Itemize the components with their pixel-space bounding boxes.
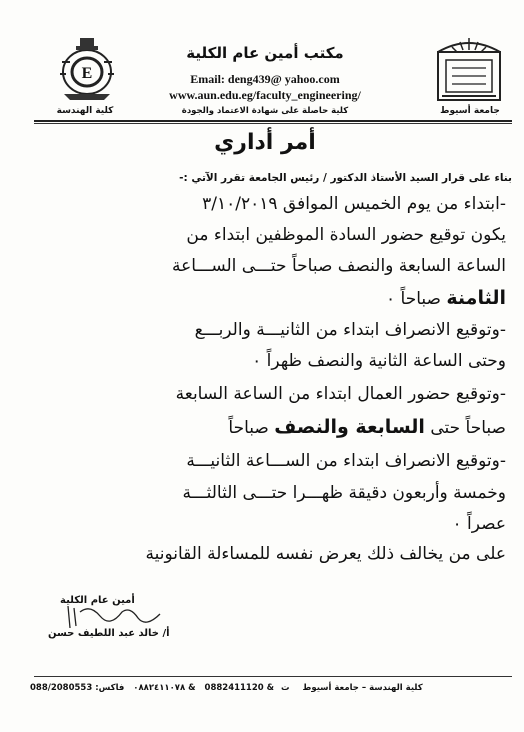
footer-divider — [34, 676, 512, 677]
body-line-6: وحتى الساعة الثانية والنصف ظهراً ٠ — [252, 351, 506, 371]
body-line-9: -وتوقيع الانصراف ابتداء من الســـاعة الثانيـــة — [186, 451, 506, 471]
svg-text:E: E — [81, 65, 93, 82]
website-line: www.aun.edu.eg/faculty_engineering/ — [169, 88, 361, 102]
body-line-1: -ابتداء من يوم الخميس الموافق ٣/١٠/٢٠١٩ — [202, 194, 506, 214]
body-line-7: -وتوقيع حضور العمال ابتداء من الساعة السابعة — [175, 384, 506, 404]
preamble: بناء على قرار السيد الأستاذ الدكتور / رئيس الجامعة تقرر الآتي :- — [179, 172, 512, 184]
signature-title: أمين عام الكلية — [60, 595, 135, 606]
footer-phone-2: 0882411120 & — [204, 683, 275, 693]
footer-address: كلية الهندسة – جامعة أسيوط — [302, 683, 423, 693]
header-divider — [34, 120, 512, 122]
header-divider-thin — [34, 123, 512, 124]
order-title: أمر أداري — [214, 130, 316, 155]
footer-phone-label: ت — [281, 683, 290, 693]
body-line-4 — [40, 287, 506, 309]
body-line-11: عصراً ٠ — [452, 514, 506, 534]
emphasis-text: السابعة والنصف — [274, 416, 425, 438]
accreditation-note: كلية حاصلة على شهادة الاعتماد والجودة — [181, 106, 349, 116]
body-line-12: على من يخالف ذلك يعرض نفسه للمساءلة القانونية — [145, 544, 506, 564]
footer-phone-1: ٠٨٨٢٤١١٠٧٨ & — [133, 683, 196, 693]
body-line-10: وخمسة وأربعون دقيقة ظهـــرا حتـــى الثالثـــة — [182, 483, 506, 503]
body-line-8 — [40, 416, 506, 438]
body-line-2: يكون توقيع حضور السادة الموظفين ابتداء من — [186, 225, 506, 245]
office-title: مكتب أمين عام الكلية — [186, 44, 344, 62]
faculty-name: كلية الهندسة — [56, 106, 114, 116]
line-rest: صباحاً ٠ — [386, 289, 447, 309]
footer-contact — [30, 683, 510, 693]
footer-fax: فاكس: 088/2080553 — [30, 683, 125, 693]
emphasis-text: الثامنة — [446, 287, 506, 309]
faculty-logo-icon — [56, 32, 118, 102]
email-line: Email: deng439@ yahoo.com — [190, 72, 340, 86]
signatory-name: أ/ خالد عبد اللطيف حسن — [48, 628, 170, 639]
body-line-5: -وتوقيع الانصراف ابتداء من الثانيـــة والربـــع — [194, 320, 506, 340]
line-rest: صباحاً — [228, 418, 275, 438]
line-pre: صباحاً حتى — [424, 418, 506, 438]
university-name: جامعة أسيوط — [440, 106, 500, 116]
body-line-3: الساعة السابعة والنصف صباحاً حتـــى الســـاعة — [171, 256, 506, 276]
university-logo-icon — [432, 34, 506, 104]
